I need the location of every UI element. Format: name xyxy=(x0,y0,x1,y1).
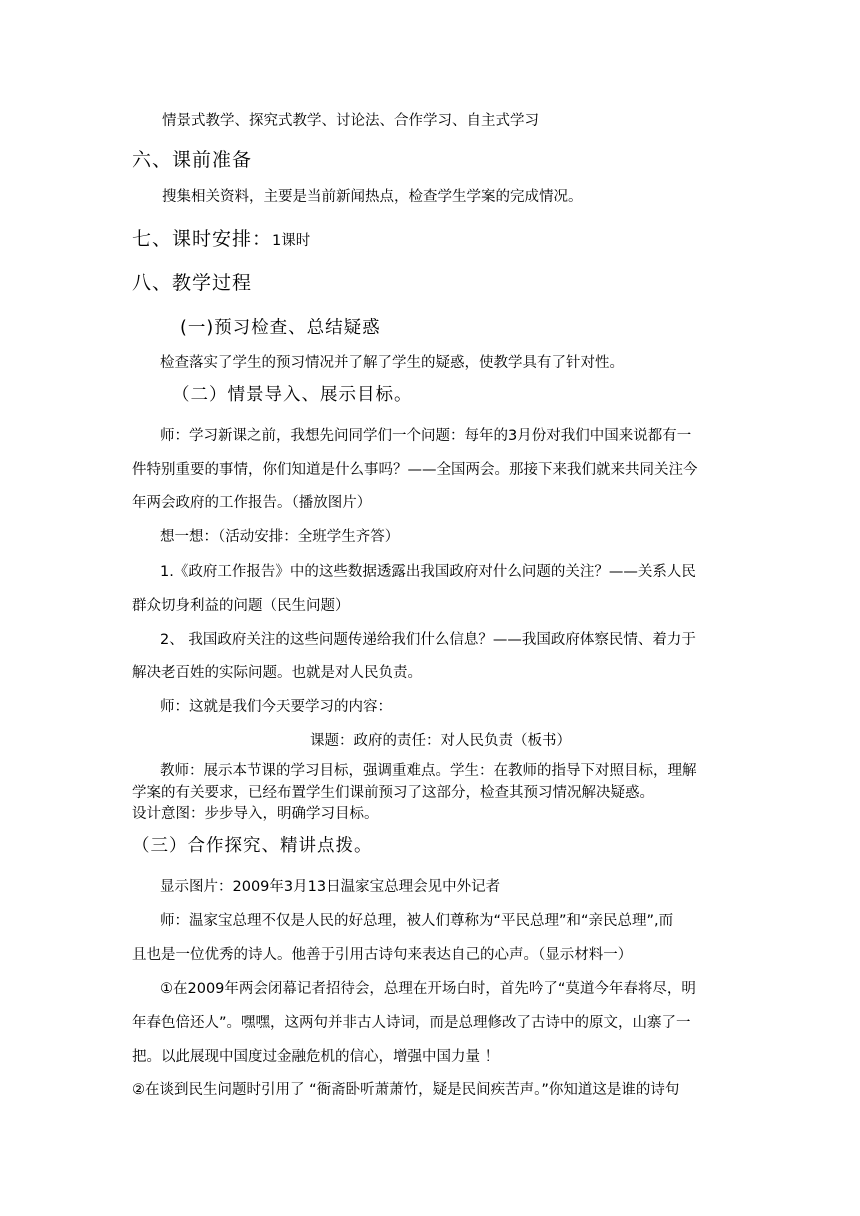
part-1-text: 检查落实了学生的预习情况并了解了学生的疑惑，使教学具有了针对性。 xyxy=(160,355,624,371)
teacher-para-line-2: 且也是一位优秀的诗人。他善于引用古诗句来表达自己的心声。（显示材料一） xyxy=(132,947,633,963)
teacher-goal-line-2: 学案的有关要求，已经布置学生们课前预习了这部分，检查其预习情况解决疑惑。 xyxy=(132,785,654,801)
lesson-topic: 课题：政府的责任：对人民负责（板书） xyxy=(310,733,571,749)
question-2-line-1: 2、 我国政府关注的这些问题传递给我们什么信息？——我国政府体察民情、着力于 xyxy=(160,632,696,648)
item-1-line-3: 把。以此展现中国度过金融危机的信心，增强中国力量 ！ xyxy=(132,1049,500,1065)
question-2-line-2: 解决老百姓的实际问题。也就是对人民负责。 xyxy=(132,665,422,681)
teaching-methods: 情景式教学、探究式教学、讨论法、合作学习、自主式学习 xyxy=(162,113,539,129)
section-8-heading: 八、教学过程 xyxy=(132,272,253,294)
teacher-goal-line-1: 教师：展示本节课的学习目标，强调重难点。学生：在教师的指导下对照目标，理解 xyxy=(160,763,697,779)
part-2-heading: （二）情景导入、展示目标。 xyxy=(172,385,413,405)
teacher-content: 师：这就是我们今天要学习的内容： xyxy=(160,699,392,715)
item-1-line-2: 年春色倍还人”。嘿嘿，这两句并非古人诗词，而是总理修改了古诗中的原文，山寨了一 xyxy=(132,1015,691,1031)
item-1-line-1: ①在2009年两会闭幕记者招待会，总理在开场白时，首先吟了“莫道今年春将尽，明 xyxy=(160,981,696,997)
teacher-intro-line-3: 年两会政府的工作报告。（播放图片） xyxy=(132,495,372,511)
teacher-para-line-1: 师：温家宝总理不仅是人民的好总理，被人们尊称为“平民总理”和“亲民总理”,而 xyxy=(160,913,674,929)
item-2-line-1: ②在谈到民生问题时引用了 “衙斋卧听萧萧竹，疑是民间疾苦声。”你知道这是谁的诗句 xyxy=(132,1082,680,1098)
section-6-heading: 六、课前准备 xyxy=(132,149,253,171)
think-prompt: 想一想：（活动安排：全班学生齐答） xyxy=(160,529,400,545)
question-1-line-2: 群众切身利益的问题（民生问题） xyxy=(132,598,350,614)
part-1-heading: (一)预习检查、总结疑惑 xyxy=(180,318,381,338)
show-picture-caption: 显示图片：2009年3月13日温家宝总理会见中外记者 xyxy=(160,879,501,895)
question-1-line-1: 1.《政府工作报告》中的这些数据透露出我国政府对什么问题的关注？——关系人民 xyxy=(160,564,696,580)
section-7-heading: 七、课时安排： xyxy=(132,228,273,250)
part-3-heading: （三）合作探究、精讲点拨。 xyxy=(132,836,373,856)
section-7-value: 1课时 xyxy=(272,233,311,249)
teacher-intro-line-2: 件特别重要的事情，你们知道是什么事吗？——全国两会。那接下来我们就来共同关注今 xyxy=(132,462,698,478)
section-6-text: 搜集相关资料，主要是当前新闻热点，检查学生学案的完成情况。 xyxy=(162,189,583,205)
teacher-intro-line-1: 师：学习新课之前，我想先问同学们一个问题：每年的3月份对我们中国来说都有一 xyxy=(160,428,692,444)
section-7-line xyxy=(132,230,310,249)
design-intent: 设计意图：步步导入，明确学习目标。 xyxy=(132,806,379,822)
